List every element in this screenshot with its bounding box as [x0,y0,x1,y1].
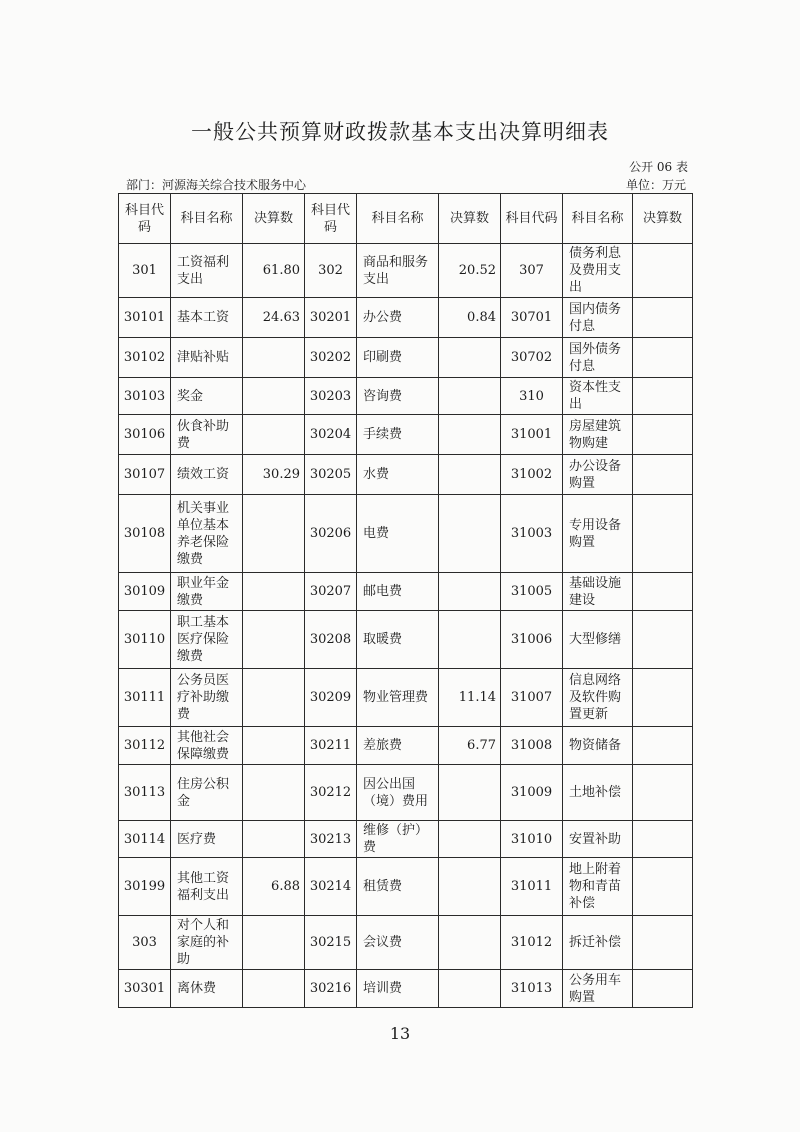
name-cell: 奖金 [171,378,243,415]
amount-cell [439,573,501,611]
amount-cell [633,916,693,970]
code-cell: 30216 [305,970,357,1008]
name-cell: 会议费 [357,916,439,970]
name-cell: 资本性支出 [563,378,633,415]
expenditure-table [118,193,693,1008]
name-cell: 专用设备购置 [563,495,633,573]
amount-cell [439,821,501,858]
code-cell: 30101 [119,298,171,338]
name-cell: 办公费 [357,298,439,338]
amount-cell [439,765,501,821]
table-row [119,455,693,495]
amount-cell: 11.14 [439,669,501,727]
code-cell: 30103 [119,378,171,415]
name-cell: 物业管理费 [357,669,439,727]
amount-cell [633,495,693,573]
code-cell: 31012 [501,916,563,970]
amount-cell [243,495,305,573]
header-row [119,194,693,244]
name-cell: 工资福利支出 [171,244,243,298]
table-row [119,495,693,573]
header-code: 科目代码 [305,194,357,244]
page-number: 13 [389,1024,411,1043]
name-cell: 地上附着物和青苗补偿 [563,858,633,916]
name-cell: 机关事业单位基本养老保险缴费 [171,495,243,573]
name-cell: 租赁费 [357,858,439,916]
amount-cell [439,415,501,455]
name-cell: 津贴补贴 [171,338,243,378]
code-cell: 31011 [501,858,563,916]
code-cell: 30212 [305,765,357,821]
name-cell: 住房公积金 [171,765,243,821]
name-cell: 物资储备 [563,727,633,765]
code-cell: 30111 [119,669,171,727]
name-cell: 国内债务付息 [563,298,633,338]
amount-cell [439,495,501,573]
amount-cell: 6.77 [439,727,501,765]
name-cell: 邮电费 [357,573,439,611]
table-row [119,916,693,970]
header-amount: 决算数 [439,194,501,244]
code-cell: 301 [119,244,171,298]
table-body [119,244,693,1008]
name-cell: 土地补偿 [563,765,633,821]
code-cell: 30209 [305,669,357,727]
amount-cell [439,858,501,916]
amount-cell [633,858,693,916]
code-cell: 302 [305,244,357,298]
amount-cell [633,611,693,669]
name-cell: 其他工资福利支出 [171,858,243,916]
table-row [119,611,693,669]
name-cell: 债务利息及费用支出 [563,244,633,298]
name-cell: 公务员医疗补助缴费 [171,669,243,727]
header-name: 科目名称 [171,194,243,244]
amount-cell [633,765,693,821]
code-cell: 30205 [305,455,357,495]
code-cell: 303 [119,916,171,970]
amount-cell [633,727,693,765]
code-cell: 30701 [501,298,563,338]
amount-cell [439,916,501,970]
amount-cell: 30.29 [243,455,305,495]
name-cell: 电费 [357,495,439,573]
code-cell: 30211 [305,727,357,765]
amount-cell [633,455,693,495]
table-row [119,669,693,727]
header-name: 科目名称 [357,194,439,244]
amount-cell: 6.88 [243,858,305,916]
code-cell: 31007 [501,669,563,727]
code-cell: 30102 [119,338,171,378]
code-cell: 31003 [501,495,563,573]
code-cell: 30208 [305,611,357,669]
amount-cell [243,338,305,378]
amount-cell [243,415,305,455]
amount-cell [633,669,693,727]
amount-cell [439,611,501,669]
name-cell: 职工基本医疗保险缴费 [171,611,243,669]
table-row [119,244,693,298]
amount-cell: 24.63 [243,298,305,338]
code-cell: 31008 [501,727,563,765]
amount-cell [439,970,501,1008]
amount-cell [243,573,305,611]
header-amount: 决算数 [243,194,305,244]
name-cell: 绩效工资 [171,455,243,495]
code-cell: 31010 [501,821,563,858]
amount-cell [439,338,501,378]
name-cell: 手续费 [357,415,439,455]
code-cell: 30702 [501,338,563,378]
name-cell: 因公出国（境）费用 [357,765,439,821]
code-cell: 30114 [119,821,171,858]
name-cell: 职业年金缴费 [171,573,243,611]
name-cell: 信息网络及软件购置更新 [563,669,633,727]
amount-cell [633,821,693,858]
table-row [119,338,693,378]
amount-cell [243,378,305,415]
code-cell: 30214 [305,858,357,916]
name-cell: 大型修缮 [563,611,633,669]
name-cell: 安置补助 [563,821,633,858]
unit-label: 单位：万元 [625,178,686,192]
amount-cell [633,378,693,415]
amount-cell [243,916,305,970]
amount-cell [633,244,693,298]
amount-cell: 20.52 [439,244,501,298]
amount-cell: 0.84 [439,298,501,338]
amount-cell [439,455,501,495]
amount-cell [243,765,305,821]
code-cell: 31013 [501,970,563,1008]
table-row [119,821,693,858]
name-cell: 离休费 [171,970,243,1008]
name-cell: 基本工资 [171,298,243,338]
name-cell: 取暖费 [357,611,439,669]
name-cell: 培训费 [357,970,439,1008]
header-code: 科目代码 [119,194,171,244]
code-cell: 30207 [305,573,357,611]
table-row [119,970,693,1008]
amount-cell [633,338,693,378]
amount-cell [243,821,305,858]
header-amount: 决算数 [633,194,693,244]
code-cell: 30213 [305,821,357,858]
department-label: 部门：河源海关综合技术服务中心 [126,178,307,192]
code-cell: 30107 [119,455,171,495]
table-row [119,415,693,455]
name-cell: 基础设施建设 [563,573,633,611]
name-cell: 差旅费 [357,727,439,765]
amount-cell [243,970,305,1008]
name-cell: 其他社会保障缴费 [171,727,243,765]
header-name: 科目名称 [563,194,633,244]
amount-cell [633,970,693,1008]
name-cell: 公务用车购置 [563,970,633,1008]
code-cell: 307 [501,244,563,298]
amount-cell [633,415,693,455]
code-cell: 30215 [305,916,357,970]
amount-cell [243,727,305,765]
name-cell: 水费 [357,455,439,495]
amount-cell: 61.80 [243,244,305,298]
table-row [119,727,693,765]
amount-cell [633,298,693,338]
amount-cell [243,669,305,727]
code-cell: 30106 [119,415,171,455]
table-row [119,765,693,821]
code-cell: 30199 [119,858,171,916]
code-cell: 30206 [305,495,357,573]
code-cell: 30301 [119,970,171,1008]
amount-cell [633,573,693,611]
name-cell: 对个人和家庭的补助 [171,916,243,970]
code-cell: 30109 [119,573,171,611]
name-cell: 商品和服务支出 [357,244,439,298]
code-cell: 30108 [119,495,171,573]
name-cell: 维修（护）费 [357,821,439,858]
code-cell: 30112 [119,727,171,765]
name-cell: 房屋建筑物购建 [563,415,633,455]
code-cell: 31005 [501,573,563,611]
form-number: 公开 06 表 [629,160,688,174]
amount-cell [243,611,305,669]
code-cell: 31009 [501,765,563,821]
name-cell: 医疗费 [171,821,243,858]
code-cell: 30113 [119,765,171,821]
name-cell: 伙食补助费 [171,415,243,455]
name-cell: 办公设备购置 [563,455,633,495]
name-cell: 印刷费 [357,338,439,378]
code-cell: 310 [501,378,563,415]
code-cell: 30204 [305,415,357,455]
code-cell: 30203 [305,378,357,415]
name-cell: 拆迁补偿 [563,916,633,970]
code-cell: 30202 [305,338,357,378]
amount-cell [439,378,501,415]
table-row [119,573,693,611]
code-cell: 30110 [119,611,171,669]
code-cell: 31001 [501,415,563,455]
table-row [119,298,693,338]
name-cell: 国外债务付息 [563,338,633,378]
code-cell: 31006 [501,611,563,669]
table-row [119,378,693,415]
page-title: 一般公共预算财政拨款基本支出决算明细表 [191,120,609,144]
name-cell: 咨询费 [357,378,439,415]
header-code: 科目代码 [501,194,563,244]
code-cell: 31002 [501,455,563,495]
table-row [119,858,693,916]
code-cell: 30201 [305,298,357,338]
